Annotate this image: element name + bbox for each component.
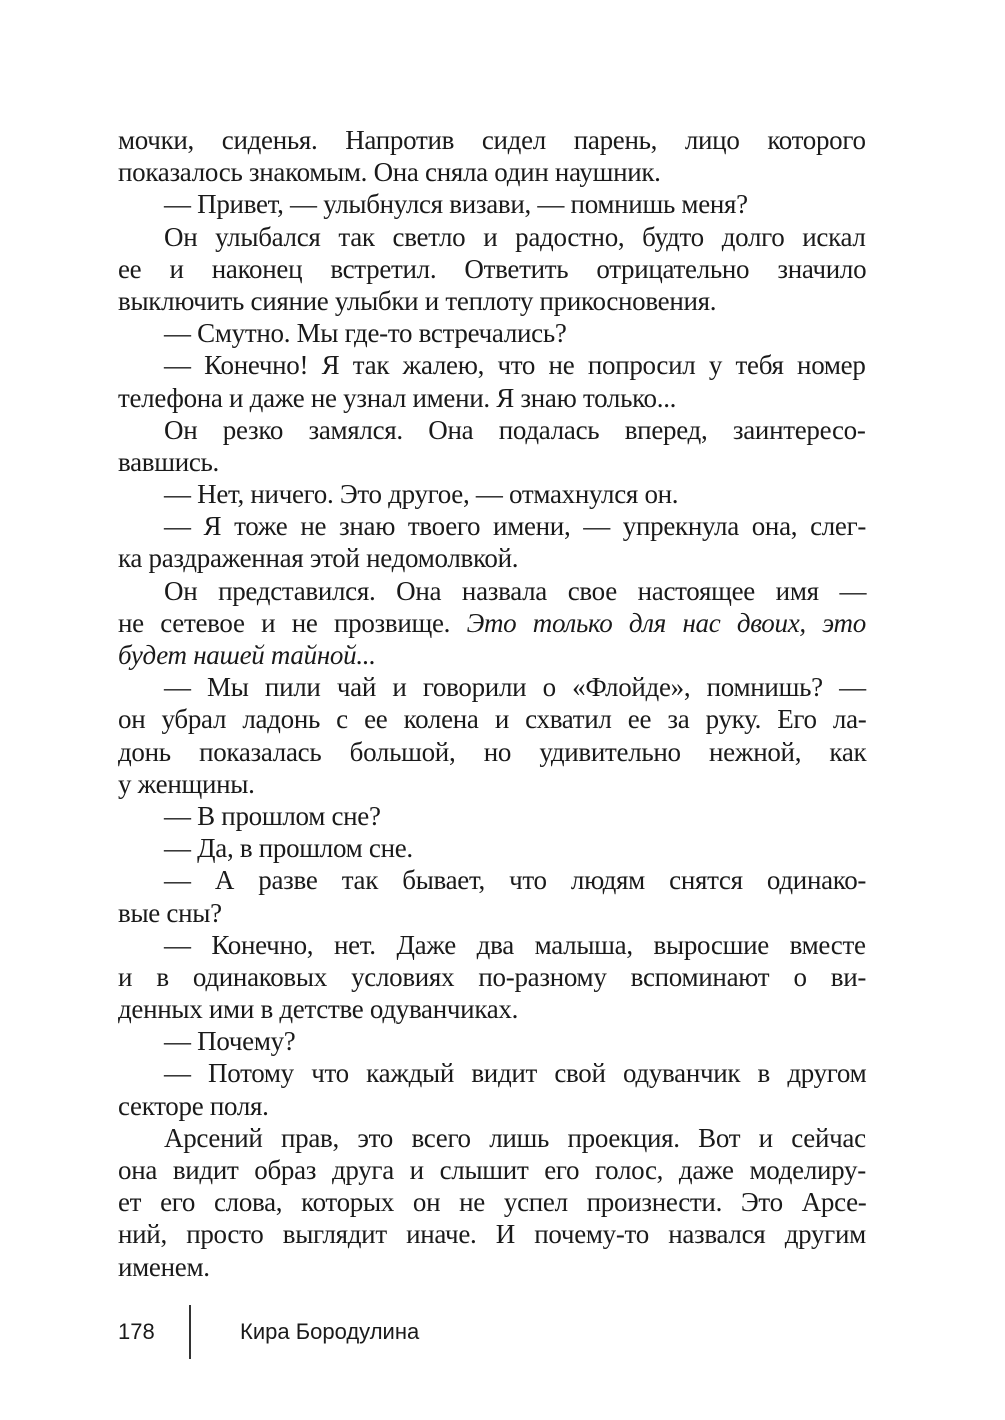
text-line-content: выключить сияние улыбки и теплоту прикосновения. [118, 285, 717, 316]
text-line-content: телефона и даже не узнал имени. Я знаю только... [118, 382, 677, 413]
text-line [118, 1090, 866, 1122]
text-line [118, 1025, 866, 1057]
text-line-content: — Мы пили чай и говорили о «Флойде», помнишь? — [164, 672, 866, 703]
text-line-content: ее и наконец встретил. Ответить отрицательно значило [118, 253, 867, 284]
text-line-content: — Привет, — улыбнулся визави, — помнишь меня? [164, 189, 748, 220]
footer-divider [189, 1305, 191, 1359]
text-line [118, 703, 866, 735]
text-line-content: именем. [118, 1251, 210, 1282]
text-line-content: — Я тоже не знаю твоего имени, — упрекнула она, слег- [164, 511, 867, 542]
text-line [118, 768, 866, 800]
text-line [118, 993, 866, 1025]
text-line [118, 510, 866, 542]
text-line [118, 1251, 866, 1283]
text-line [118, 897, 866, 929]
page-number: 178 [118, 1319, 155, 1344]
text-line [118, 607, 866, 639]
text-line [118, 671, 866, 703]
text-line-content: показалось знакомым. Она сняла один наушник. [118, 157, 661, 188]
text-line-content: Он резко замялся. Она подалась вперед, заинтересо- [164, 414, 866, 445]
text-line [118, 1218, 866, 1250]
text-line-content: и в одинаковых условиях по-разному вспоминают о ви- [118, 961, 867, 992]
text-line [118, 929, 866, 961]
text-line [118, 317, 866, 349]
text-line-content: — Конечно, нет. Даже два малыша, выросшие вместе [164, 929, 866, 960]
text-line [118, 1154, 866, 1186]
text-line [118, 414, 866, 446]
text-line-content: — Да, в прошлом сне. [164, 833, 413, 864]
text-line-content: мочки, сиденья. Напротив сидел парень, лицо которого [118, 125, 866, 155]
text-line-content: он убрал ладонь с ее колена и схватил ее за руку. Его ла- [118, 704, 867, 735]
text-line [118, 349, 866, 381]
text-line [118, 800, 866, 832]
text-line-content: ет его слова, которых он не успел произнести. Это Арсе- [118, 1187, 867, 1218]
author-name: Кира Бородулина [240, 1319, 420, 1344]
text-line-content: — Конечно! Я так жалею, что не попросил у тебя номер [164, 350, 866, 381]
text-line-content: у женщины. [118, 768, 255, 799]
text-line-content: вые сны? [118, 897, 222, 928]
text-line [118, 1057, 866, 1089]
text-line-content: денных ими в детстве одуванчиках. [118, 994, 519, 1025]
text-line-content: Он представился. Она назвала свое настоящее имя — [164, 575, 867, 606]
body-text [118, 124, 866, 1283]
text-line [118, 188, 866, 220]
text-line [118, 639, 866, 671]
text-line-content: донь показалась большой, но удивительно нежной, как [118, 736, 867, 767]
text-line [118, 156, 866, 188]
text-line-content: вавшись. [118, 446, 220, 477]
text-line [118, 864, 866, 896]
text-line [118, 446, 866, 478]
text-line-content: Арсений прав, это всего лишь проекция. Вот и сейчас [164, 1122, 866, 1153]
text-line [118, 1122, 866, 1154]
text-line [118, 382, 866, 414]
text-line-content: Он улыбался так светло и радостно, будто долго искал [164, 221, 866, 252]
text-line-content: не сетевое и не прозвище. [118, 607, 467, 638]
page-footer [0, 1305, 1005, 1361]
text-line [118, 221, 866, 253]
text-line-content: — Нет, ничего. Это другое, — отмахнулся он. [164, 479, 679, 510]
text-line [118, 575, 866, 607]
text-line [118, 832, 866, 864]
text-line-content: — А разве так бывает, что людям снятся одинако- [164, 865, 867, 896]
text-line-content: секторе поля. [118, 1090, 269, 1121]
text-line [118, 961, 866, 993]
italic-text: будет нашей тайной... [118, 640, 376, 670]
text-line-content: ка раздраженная этой недомолвкой. [118, 543, 519, 574]
text-line-content: ний, просто выглядит иначе. И почему-то назвался другим [118, 1219, 866, 1250]
text-line-content: она видит образ друга и слышит его голос, даже моделиру- [118, 1155, 866, 1185]
text-line-content: — Потому что каждый видит свой одуванчик в другом [164, 1058, 867, 1089]
text-line [118, 253, 866, 285]
text-line [118, 285, 866, 317]
text-line [118, 478, 866, 510]
text-line [118, 542, 866, 574]
italic-text: Это только для нас двоих, это [466, 607, 866, 638]
text-line-content: — Смутно. Мы где-то встречались? [164, 318, 567, 349]
text-line [118, 1186, 866, 1218]
text-line [118, 736, 866, 768]
text-line-content: — В прошлом сне? [164, 800, 381, 831]
text-line-content: — Почему? [164, 1026, 296, 1057]
text-line [118, 124, 866, 156]
